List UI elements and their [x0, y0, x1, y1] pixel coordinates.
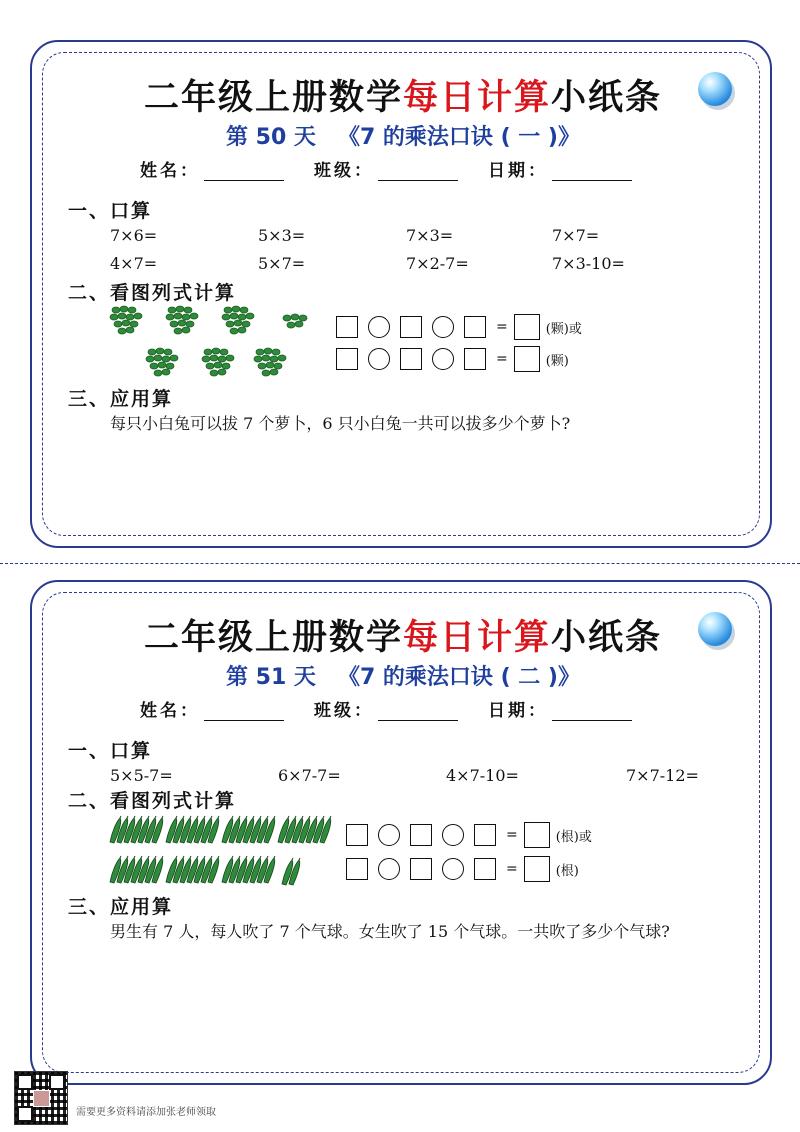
answer-box[interactable] — [346, 858, 368, 880]
sheet-title: 二年级上册数学每日计算小纸条 — [143, 618, 663, 658]
oral-item: 5×5-7= — [110, 766, 173, 785]
oral-item: 7×6= — [110, 226, 158, 245]
formula-row — [336, 346, 579, 372]
answer-box[interactable] — [400, 348, 422, 370]
operator-circle[interactable] — [378, 824, 400, 846]
cucumber-icon — [110, 816, 163, 843]
formula-row — [346, 856, 589, 882]
unit-label: (根) — [555, 863, 579, 879]
oral-item: 4×7-10= — [446, 766, 519, 785]
cucumber-picture — [106, 814, 346, 894]
section-application-heading: 三、应用算 — [68, 388, 174, 410]
operator-circle[interactable] — [442, 858, 464, 880]
date-label: 日期： — [488, 701, 548, 721]
student-info-row — [140, 156, 662, 181]
answer-box[interactable] — [474, 858, 496, 880]
operator-circle[interactable] — [442, 824, 464, 846]
operator-circle[interactable] — [368, 316, 390, 338]
worksheet-card-day51 — [30, 580, 772, 1085]
date-label: 日期： — [488, 161, 548, 181]
word-problem: 每只小白兔可以拔 7 个萝卜，6 只小白兔一共可以拔多少个萝卜? — [110, 414, 571, 433]
class-blank[interactable] — [378, 162, 458, 181]
class-label: 班级： — [314, 161, 374, 181]
section-oral-heading: 一、口算 — [68, 200, 153, 222]
answer-box[interactable] — [474, 824, 496, 846]
name-blank[interactable] — [204, 702, 284, 721]
grape-cluster-icon — [166, 306, 198, 334]
grape-cluster-icon — [202, 348, 234, 376]
unit-label: (颗) — [545, 353, 569, 369]
unit-label: (根)或 — [555, 829, 592, 845]
oral-item: 7×3-10= — [552, 254, 625, 273]
grape-cluster-icon — [110, 306, 142, 334]
cucumber-icon — [166, 816, 219, 843]
date-blank[interactable] — [552, 162, 632, 181]
name-blank[interactable] — [204, 162, 284, 181]
oral-item: 5×7= — [258, 254, 306, 273]
answer-box[interactable] — [346, 824, 368, 846]
answer-box[interactable] — [410, 858, 432, 880]
result-box[interactable] — [514, 314, 540, 340]
worksheet-card-day50 — [30, 40, 772, 548]
grape-cluster-icon — [146, 348, 178, 376]
cucumber-icon — [222, 856, 275, 883]
cut-line — [0, 563, 800, 564]
equals-sign: = — [506, 861, 518, 877]
equals-sign: = — [496, 351, 508, 367]
cucumber-icon — [110, 856, 163, 883]
oral-item: 7×7-12= — [626, 766, 699, 785]
cucumber-icon — [222, 816, 275, 843]
oral-item: 5×3= — [258, 226, 306, 245]
class-label: 班级： — [314, 701, 374, 721]
operator-circle[interactable] — [432, 316, 454, 338]
class-blank[interactable] — [378, 702, 458, 721]
name-label: 姓名： — [140, 701, 200, 721]
date-blank[interactable] — [552, 702, 632, 721]
sheet-subtitle: 第 50 天 《7 的乘法口诀 ( 一 )》 — [226, 125, 580, 150]
oral-item: 7×2-7= — [406, 254, 469, 273]
answer-box[interactable] — [464, 348, 486, 370]
answer-box[interactable] — [464, 316, 486, 338]
oral-item: 6×7-7= — [278, 766, 341, 785]
operator-circle[interactable] — [432, 348, 454, 370]
section-picture-heading: 二、看图列式计算 — [68, 790, 237, 812]
sheet-subtitle: 第 51 天 《7 的乘法口诀 ( 二 )》 — [226, 665, 580, 690]
glossy-ball-icon — [698, 72, 732, 106]
cucumber-icon — [278, 816, 331, 843]
answer-box[interactable] — [336, 316, 358, 338]
sheet-title: 二年级上册数学每日计算小纸条 — [143, 78, 663, 118]
section-picture-heading: 二、看图列式计算 — [68, 282, 237, 304]
equals-sign: = — [496, 319, 508, 335]
oral-item: 4×7= — [110, 254, 158, 273]
unit-label: (颗)或 — [545, 321, 582, 337]
oral-item: 7×7= — [552, 226, 600, 245]
name-label: 姓名： — [140, 161, 200, 181]
answer-box[interactable] — [410, 824, 432, 846]
formula-row — [336, 314, 592, 340]
student-info-row — [140, 696, 662, 721]
avatar — [33, 1090, 50, 1107]
oral-item: 7×3= — [406, 226, 454, 245]
qr-code-icon — [14, 1071, 68, 1125]
section-application-heading: 三、应用算 — [68, 896, 174, 918]
answer-box[interactable] — [336, 348, 358, 370]
glossy-ball-icon — [698, 612, 732, 646]
footer-note: 需要更多资料请添加张老师领取 — [76, 1107, 216, 1118]
answer-box[interactable] — [400, 316, 422, 338]
cucumber-icon — [166, 856, 219, 883]
grape-cluster-icon — [254, 348, 286, 376]
word-problem: 男生有 7 人，每人吹了 7 个气球。女生吹了 15 个气球。一共吹了多少个气球? — [110, 922, 670, 941]
grape-picture — [106, 304, 326, 384]
formula-row — [346, 822, 602, 848]
grape-cluster-icon — [222, 306, 254, 334]
cucumber-icon — [282, 858, 300, 885]
section-oral-heading: 一、口算 — [68, 740, 153, 762]
result-box[interactable] — [524, 856, 550, 882]
result-box[interactable] — [514, 346, 540, 372]
grape-cluster-icon — [283, 314, 307, 328]
result-box[interactable] — [524, 822, 550, 848]
operator-circle[interactable] — [368, 348, 390, 370]
equals-sign: = — [506, 827, 518, 843]
operator-circle[interactable] — [378, 858, 400, 880]
